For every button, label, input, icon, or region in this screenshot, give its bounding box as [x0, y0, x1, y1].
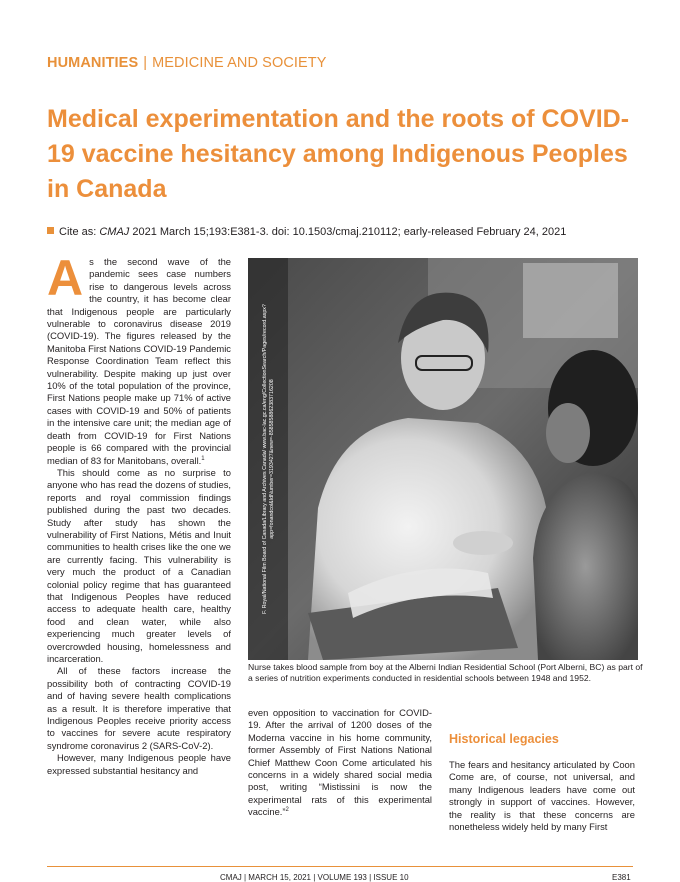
paragraph-text: s the second wave of the pandemic sees case numbers rise to dangerous levels across the country, it has become clear that Indigenous people are particularly vulnerable to coronavirus disease 2019 (COVID-19). The figures released by the Manitoba First Nations COVID-19 Pandemic Response Coordination Team reflect this vulnerability. Despite making up just over 10% of the total population of the province, First Nations people make up 71% of active cases with COVID-19 and 50% of patients in the intensive care unit; the median age of death from COVID-19 for First Nations people is 66 compared with the provincial median of 83 for Manitobans, overall. [47, 256, 231, 466]
subsection-label: MEDICINE AND SOCIETY [152, 55, 327, 71]
photo-credit: F. Royal/National Film Board of Canada/Library and Archives Canada/ www.bac-lac.gc.ca/eng/CollectionSearch/Pages/record.aspx?app=fonandcol&IdNumber=3193427&new=-8585858862383716208 [262, 304, 275, 614]
footer-divider [47, 866, 633, 867]
section-label: HUMANITIES [47, 55, 139, 71]
cite-prefix: Cite as: [59, 226, 100, 238]
body-paragraph [248, 707, 432, 819]
drop-cap: A [47, 250, 84, 306]
body-column-left [47, 250, 231, 777]
section-header [47, 55, 607, 71]
page-footer [220, 873, 631, 882]
section-heading: Historical legacies [449, 732, 559, 746]
running-footer: CMAJ | MARCH 15, 2021 | VOLUME 193 | ISSUE 10 [220, 873, 409, 882]
bullet-square-icon [47, 227, 54, 234]
section-separator: | [143, 55, 148, 71]
historical-photo [248, 258, 638, 660]
body-paragraph: All of these factors increase the possibility both of contracting COVID-19 and of having severe health complications as a result. It is therefore imperative that Indigenous Peoples receive priority access to vaccines for severe acute respiratory syndrome coronavirus 2 (SARS-CoV-2). [47, 665, 231, 751]
paragraph-text: even opposition to vaccination for COVID-19. After the arrival of 1200 doses of the Moderna vaccine in his home community, former Assembly of First Nations National Chief Matthew Coon Come articulated his concerns in a widely shared social media post, writing “Mistissini is now the experimental rats of this experimental vaccine.” [248, 707, 432, 818]
body-paragraph: This should come as no surprise to anyone who has read the dozens of studies, reports and royal commission findings published during the past two decades. Study after study has shown the vulnerability of First Nations, Métis and Inuit communities to health crises like the one we are currently facing. This vulnerability is very much the product of a Canadian colonial policy regime that has guaranteed that Indigenous Peoples have reduced access to adequate health care, healthy food and clean water, while also experiencing much greater levels of overcrowded housing, homelessness and incarceration. [47, 466, 231, 664]
body-paragraph: However, many Indigenous people have expressed substantial hesitancy and [47, 752, 231, 776]
figure-caption: Nurse takes blood sample from boy at the Alberni Indian Residential School (Port Alberni, BC) as part of a series of nutrition experiments conducted in residential schools between 1948 and 1952. [248, 662, 643, 684]
cite-journal: CMAJ [99, 226, 130, 238]
body-column-right [449, 732, 635, 833]
reference-marker[interactable]: 1 [201, 455, 205, 462]
reference-marker[interactable]: 2 [285, 807, 289, 814]
article-title: Medical experimentation and the roots of COVID-19 vaccine hesitancy among Indigenous Peoples in Canada [47, 105, 630, 203]
body-paragraph: The fears and hesitancy articulated by Coon Come are, of course, not universal, and many Indigenous leaders have come out strongly in support of vaccines. However, the reality is that these concerns are nonetheless widely held by many First [449, 759, 635, 833]
citation-line [47, 226, 647, 238]
body-column-middle [248, 707, 432, 819]
photo-illustration [248, 258, 638, 660]
page-number: E381 [612, 873, 631, 882]
cite-rest: 2021 March 15;193:E381-3. doi: 10.1503/cmaj.210112; early-released February 24, 2021 [129, 226, 567, 238]
body-paragraph [47, 250, 231, 467]
